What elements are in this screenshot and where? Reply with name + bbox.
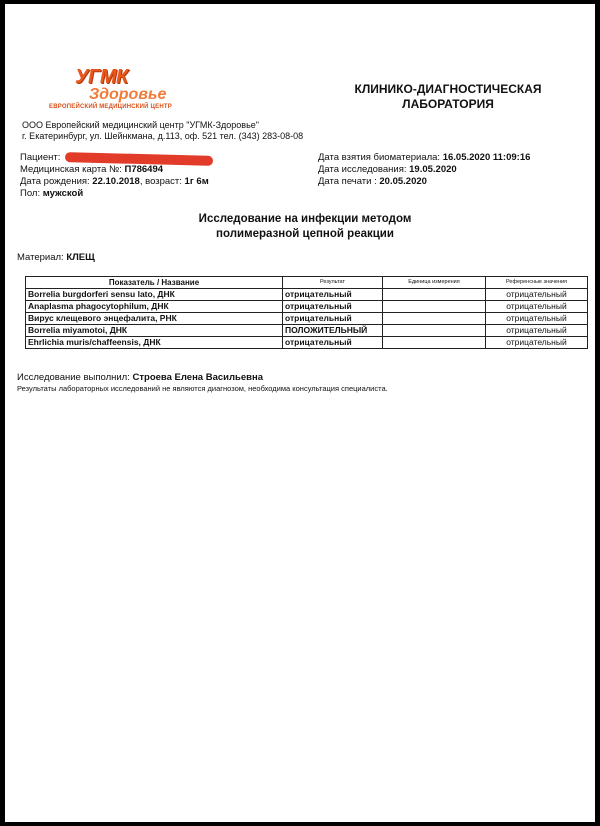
dob-row bbox=[20, 176, 209, 187]
lab-title bbox=[345, 82, 551, 112]
age-label: , возраст: bbox=[139, 176, 182, 187]
row-unit bbox=[383, 301, 486, 313]
header-reference: Референсные значения bbox=[486, 277, 588, 289]
row-reference: отрицательный bbox=[486, 301, 588, 313]
study-title bbox=[175, 212, 435, 242]
material-row bbox=[17, 252, 95, 263]
card-row bbox=[20, 164, 163, 175]
lab-title-line-2: ЛАБОРАТОРИЯ bbox=[402, 97, 494, 111]
row-result: отрицательный bbox=[283, 301, 383, 313]
study-title-line-2: полимеразной цепной реакции bbox=[216, 228, 394, 240]
performed-row bbox=[17, 372, 263, 383]
org-address: г. Екатеринбург, ул. Шейнкмана, д.113, оф. 521 тел. (343) 283-08-08 bbox=[22, 131, 304, 141]
age-value: 1г 6м bbox=[184, 176, 209, 187]
table-row bbox=[26, 313, 588, 325]
row-result: отрицательный bbox=[283, 289, 383, 301]
row-unit bbox=[383, 313, 486, 325]
table-row bbox=[26, 337, 588, 349]
sex-value: мужской bbox=[42, 188, 84, 199]
study-date-value: 19.05.2020 bbox=[409, 164, 457, 175]
header-unit: Единица измерения bbox=[383, 277, 486, 289]
dob-label: Дата рождения: bbox=[20, 176, 90, 187]
study-title-line-1: Исследование на инфекции методом bbox=[198, 213, 412, 225]
row-name: Borrelia burgdorferi sensu lato, ДНК bbox=[26, 289, 283, 301]
row-name: Вирус клещевого энцефалита, РНК bbox=[26, 313, 283, 325]
material-label: Материал: bbox=[17, 252, 64, 263]
row-unit bbox=[383, 325, 486, 337]
table-row bbox=[26, 289, 588, 301]
logo-sub-text: Здоровье bbox=[89, 86, 167, 103]
row-reference: отрицательный bbox=[486, 325, 588, 337]
material-value: КЛЕЩ bbox=[66, 252, 95, 263]
sex-label: Пол: bbox=[20, 188, 41, 199]
results-table bbox=[25, 276, 588, 349]
org-name: ООО Европейский медицинский центр "УГМК-Здоровье" bbox=[22, 120, 259, 130]
row-reference: отрицательный bbox=[486, 289, 588, 301]
disclaimer: Результаты лабораторных исследований не являются диагнозом, необходима консультация специалиста. bbox=[17, 384, 388, 393]
row-name: Ehrlichia muris/chaffeensis, ДНК bbox=[26, 337, 283, 349]
sample-date-label: Дата взятия биоматериала: bbox=[318, 152, 441, 163]
card-value: П786494 bbox=[124, 164, 164, 175]
document-page bbox=[5, 4, 595, 822]
lab-title-line-1: КЛИНИКО-ДИАГНОСТИЧЕСКАЯ bbox=[354, 82, 542, 96]
sample-date-value: 16.05.2020 11:09:16 bbox=[442, 152, 531, 163]
row-reference: отрицательный bbox=[486, 313, 588, 325]
card-label: Медицинская карта №: bbox=[20, 164, 122, 175]
performed-value: Строева Елена Васильевна bbox=[132, 372, 264, 383]
row-unit bbox=[383, 289, 486, 301]
row-result: отрицательный bbox=[283, 313, 383, 325]
sample-date-row bbox=[318, 152, 530, 163]
table-row bbox=[26, 325, 588, 337]
header-result: Результат bbox=[283, 277, 383, 289]
row-name: Borrelia miyamotoi, ДНК bbox=[26, 325, 283, 337]
table-row bbox=[26, 301, 588, 313]
ugmk-logo bbox=[49, 58, 189, 114]
row-unit bbox=[383, 337, 486, 349]
row-result: отрицательный bbox=[283, 337, 383, 349]
print-date-row bbox=[318, 176, 427, 187]
row-name: Anaplasma phagocytophilum, ДНК bbox=[26, 301, 283, 313]
print-date-value: 20.05.2020 bbox=[379, 176, 427, 187]
performed-label: Исследование выполнил: bbox=[17, 372, 130, 383]
study-date-row bbox=[318, 164, 457, 175]
dob-value: 22.10.2018 bbox=[92, 176, 140, 187]
row-reference: отрицательный bbox=[486, 337, 588, 349]
print-date-label: Дата печати : bbox=[318, 176, 377, 187]
logo-main-text: УГМК bbox=[75, 66, 128, 88]
table-header-row bbox=[26, 277, 588, 289]
patient-label: Пациент: bbox=[20, 152, 61, 163]
study-date-label: Дата исследования: bbox=[318, 164, 407, 175]
logo-caption: ЕВРОПЕЙСКИЙ МЕДИЦИНСКИЙ ЦЕНТР bbox=[49, 104, 172, 110]
header-indicator: Показатель / Название bbox=[26, 277, 283, 289]
sex-row bbox=[20, 188, 83, 199]
row-result: ПОЛОЖИТЕЛЬНЫЙ bbox=[283, 325, 383, 337]
